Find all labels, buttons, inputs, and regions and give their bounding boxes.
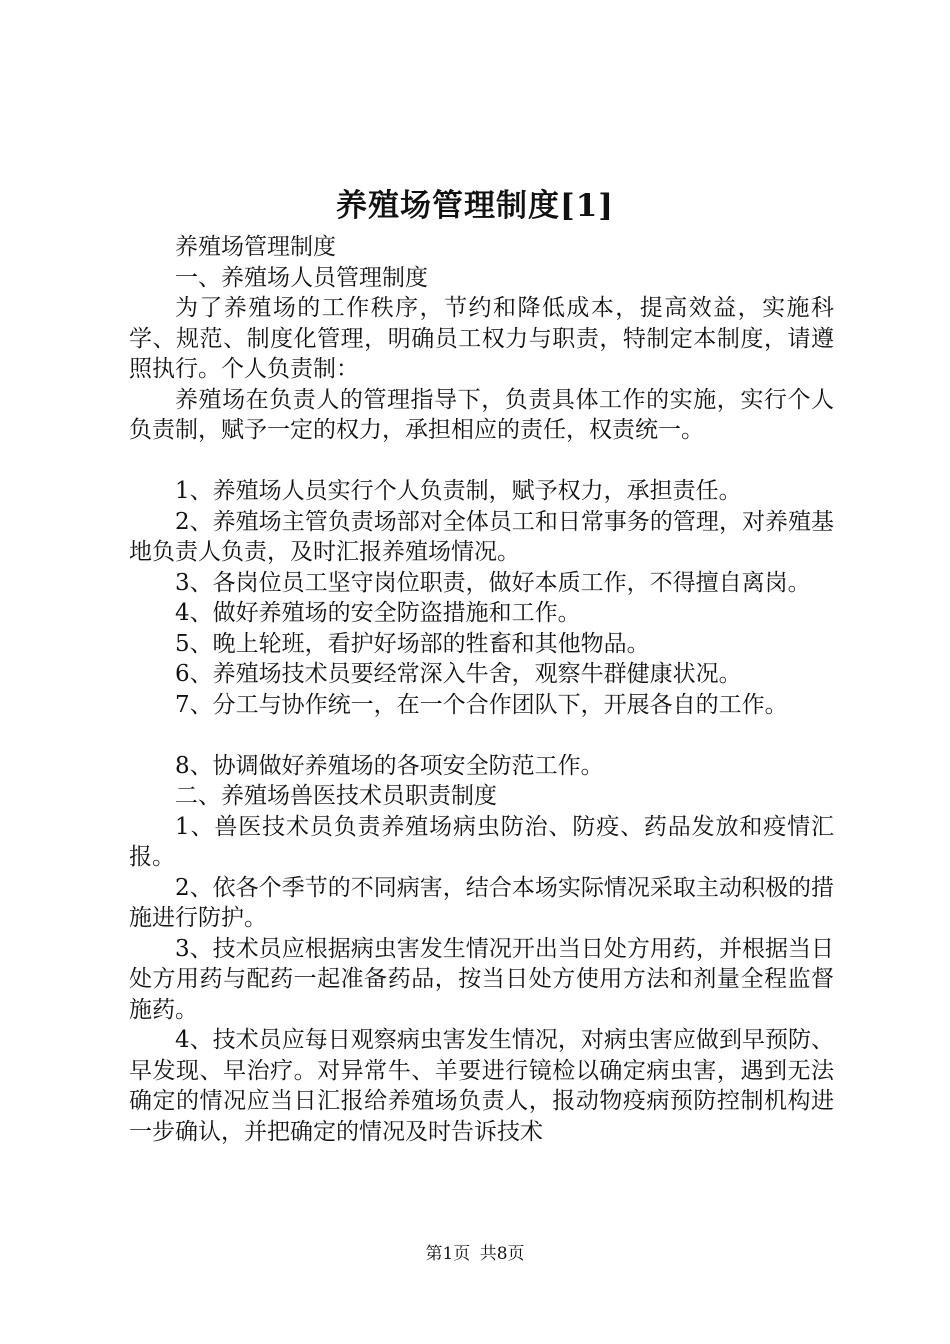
- paragraph: 养殖场在负责人的管理指导下，负责具体工作的实施，实行个人负责制，赋予一定的权力，承担相应的责任，权责统一。: [129, 386, 834, 443]
- paragraph: 养殖场管理制度: [175, 234, 336, 260]
- section-heading: 一、养殖场人员管理制度: [175, 264, 428, 291]
- blank-line: [129, 446, 834, 477]
- list-item: 4、技术员应每日观察病虫害发生情况，对病虫害应做到早预防、早发现、早治疗。对异常牛、羊要进行镜检以确定病虫害，遇到无法确定的情况应当日汇报给养殖场负责人，报动物疫病预防控制机构进一步确认，并把确定的情况及时告诉技术: [129, 1027, 834, 1145]
- list-item: 8、协调做好养殖场的各项安全防范工作。: [175, 752, 604, 779]
- paragraph: 为了养殖场的工作秩序，节约和降低成本，提高效益，实施科学、规范、制度化管理，明确员工权力与职责，特制定本制度，请遵照执行。个人负责制：: [129, 295, 834, 382]
- document-body: [129, 232, 834, 1147]
- list-item: 5、晚上轮班，看护好场部的牲畜和其他物品。: [175, 630, 650, 657]
- section-heading: 二、养殖场兽医技术员职责制度: [175, 783, 497, 809]
- blank-line: [129, 720, 834, 751]
- document-title: 养殖场管理制度[1]: [336, 188, 614, 224]
- page-number: 第1页: [425, 1244, 471, 1264]
- list-item: 3、技术员应根据病虫害发生情况开出当日处方用药，并根据当日处方用药与配药一起准备药品，按当日处方使用方法和剂量全程监督施药。: [129, 935, 834, 1023]
- page-total: 共8页: [479, 1244, 525, 1264]
- list-item: 2、养殖场主管负责场部对全体员工和日常事务的管理，对养殖基地负责人负责，及时汇报养殖场情况。: [129, 508, 834, 565]
- page-footer: [0, 1242, 950, 1266]
- list-item: 2、依各个季节的不同病害，结合本场实际情况采取主动积极的措施进行防护。: [129, 874, 834, 931]
- list-item: 1、兽医技术员负责养殖场病虫防治、防疫、药品发放和疫情汇报。: [129, 813, 834, 870]
- list-item: 3、各岗位员工坚守岗位职责，做好本质工作，不得擅自离岗。: [175, 569, 811, 596]
- list-item: 6、养殖场技术员要经常深入牛舍，观察牛群健康状况。: [175, 661, 742, 687]
- list-item: 4、做好养殖场的安全防盗措施和工作。: [175, 600, 581, 626]
- list-item: 1、养殖场人员实行个人负责制，赋予权力，承担责任。: [175, 478, 742, 504]
- list-item: 7、分工与协作统一，在一个合作团队下，开展各自的工作。: [175, 691, 788, 718]
